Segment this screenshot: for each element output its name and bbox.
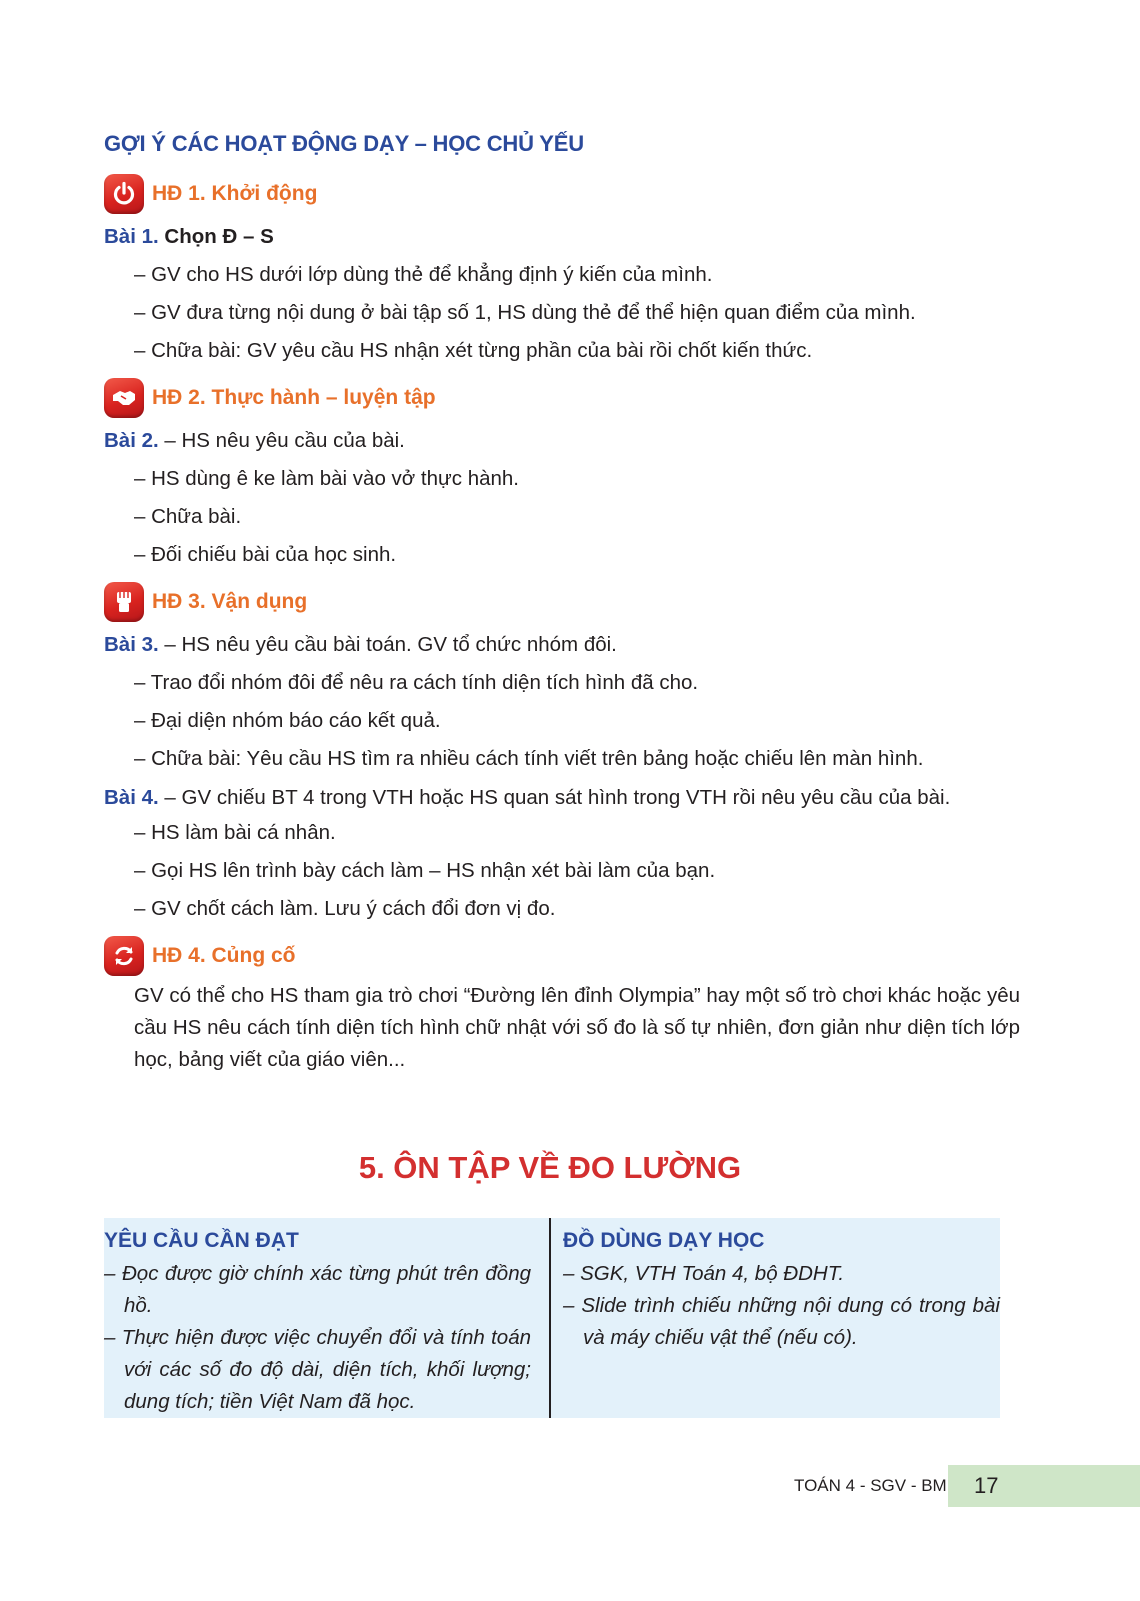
list-item: – Thực hiện được việc chuyển đổi và tính toán với các số đo độ dài, diện tích, khối lượng; dung tích; tiền Việt Nam đã học. — [104, 1326, 531, 1413]
hd1-header — [104, 174, 1020, 214]
hd4-title: HĐ 4. Củng cố — [152, 944, 296, 967]
handshake-icon — [104, 378, 144, 418]
list-item: – HS làm bài cá nhân. — [134, 821, 336, 844]
list-item: – Chữa bài: GV yêu cầu HS nhận xét từng phần của bài rồi chốt kiến thức. — [134, 339, 813, 362]
bai4-line — [104, 782, 1020, 814]
page-number: 17 — [974, 1473, 999, 1498]
list-item: – GV chốt cách làm. Lưu ý cách đổi đơn vị đo. — [134, 897, 556, 920]
list-item: – GV đưa từng nội dung ở bài tập số 1, HS dùng thẻ để thể hiện quan điểm của mình. — [134, 301, 916, 324]
bai2-line — [104, 422, 1020, 460]
list-item: – Đại diện nhóm báo cáo kết quả. — [134, 709, 441, 732]
bai2-label: Bài 2. — [104, 429, 159, 452]
requirements-heading: YÊU CẦU CẦN ĐẠT — [104, 1229, 299, 1252]
page-number-box — [948, 1465, 1140, 1507]
requirements-box — [104, 1218, 1000, 1418]
list-item: – Trao đổi nhóm đôi để nêu ra cách tính diện tích hình đã cho. — [134, 671, 699, 694]
hd2-header — [104, 378, 1020, 418]
hd4-header — [104, 936, 1020, 976]
footer-book-title: TOÁN 4 - SGV - BM — [794, 1476, 947, 1495]
hd3-header — [104, 582, 1020, 622]
list-item: – GV cho HS dưới lớp dùng thẻ để khẳng định ý kiến của mình. — [134, 263, 713, 286]
hd3-title: HĐ 3. Vận dụng — [152, 590, 308, 613]
section-title: 5. ÔN TẬP VỀ ĐO LƯỜNG — [358, 1150, 742, 1185]
hd1-title: HĐ 1. Khởi động — [152, 182, 318, 205]
activities-heading: GỢI Ý CÁC HOẠT ĐỘNG DẠY – HỌC CHỦ YẾU — [104, 131, 584, 156]
bai4-label: Bài 4. — [104, 786, 159, 809]
materials-heading: ĐỒ DÙNG DẠY HỌC — [563, 1229, 765, 1252]
materials-column — [551, 1218, 1000, 1418]
bai4-first: – GV chiếu BT 4 trong VTH hoặc HS quan sát hình trong VTH rồi nêu yêu cầu của bài. — [164, 786, 951, 809]
list-item: – Đối chiếu bài của học sinh. — [134, 543, 397, 566]
list-item: – Chữa bài: Yêu cầu HS tìm ra nhiều cách tính viết trên bảng hoặc chiếu lên màn hình. — [134, 747, 924, 770]
list-item: – Gọi HS lên trình bày cách làm – HS nhận xét bài làm của bạn. — [134, 859, 716, 882]
main-content — [104, 128, 1020, 1076]
list-item: – Đọc được giờ chính xác từng phút trên đồng hồ. — [104, 1262, 531, 1317]
list-item: – SGK, VTH Toán 4, bộ ĐDHT. — [563, 1262, 845, 1285]
hd4-paragraph: GV có thể cho HS tham gia trò chơi “Đường lên đỉnh Olympia” hay một số trò chơi khác hoặc yêu cầu HS nêu cách tính diện tích hình chữ nhật với số đo là số tự nhiên, đơn giản như diện tích lớp học, bảng viết của giáo viên... — [134, 984, 1020, 1071]
list-item: – Chữa bài. — [134, 505, 242, 528]
bai1-title: Chọn Đ – S — [164, 225, 274, 248]
raised-fist-icon — [104, 582, 144, 622]
hd2-title: HĐ 2. Thực hành – luyện tập — [152, 386, 436, 409]
bai1-line — [104, 218, 1020, 256]
bai2-first: – HS nêu yêu cầu của bài. — [164, 429, 405, 452]
requirements-column — [104, 1218, 551, 1418]
bai1-label: Bài 1. — [104, 225, 159, 248]
bai3-line — [104, 626, 1020, 664]
bai3-first: – HS nêu yêu cầu bài toán. GV tổ chức nhóm đôi. — [164, 633, 617, 656]
power-icon — [104, 174, 144, 214]
list-item: – Slide trình chiếu những nội dung có trong bài và máy chiếu vật thể (nếu có). — [563, 1294, 1000, 1349]
bai3-label: Bài 3. — [104, 633, 159, 656]
refresh-icon — [104, 936, 144, 976]
list-item: – HS dùng ê ke làm bài vào vở thực hành. — [134, 467, 519, 490]
